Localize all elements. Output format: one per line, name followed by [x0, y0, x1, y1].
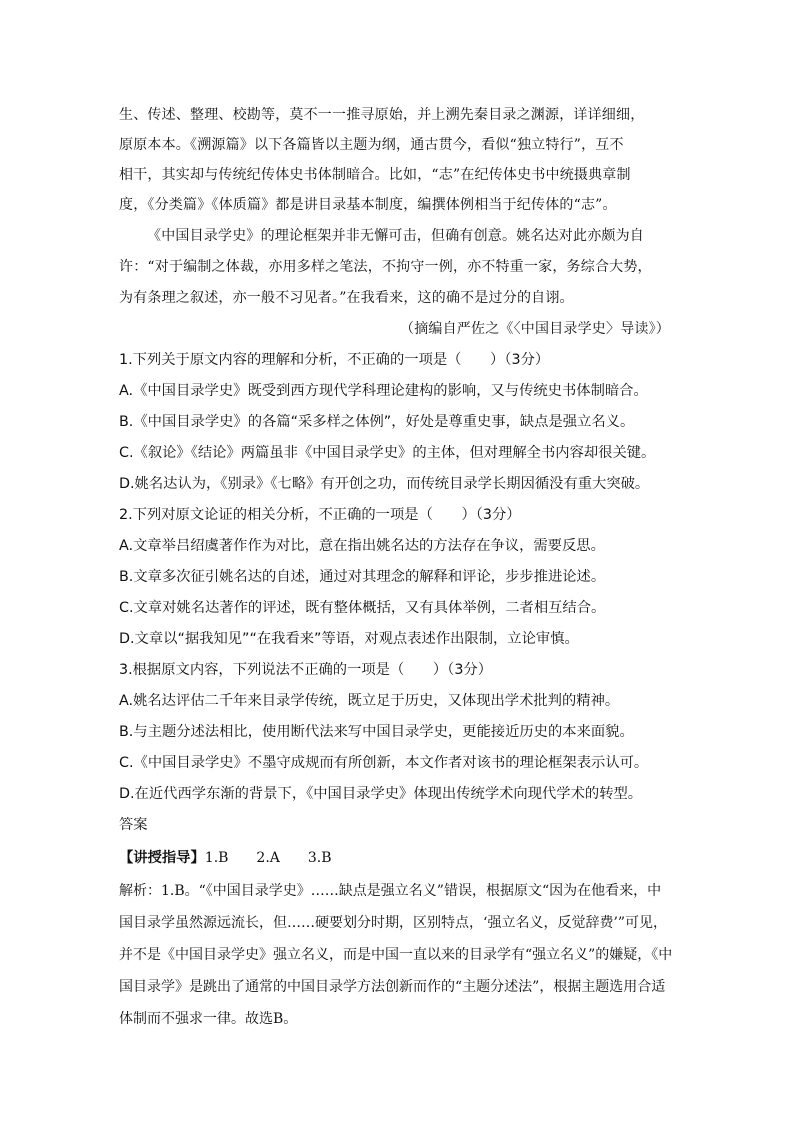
question-option: B.与主题分述法相比，使用断代法来写中国目录学史，更能接近历史的本来面貌。	[119, 724, 634, 740]
question-option: A.文章举吕绍虞著作作为对比，意在指出姚名达的方法存在争议，需要反思。	[119, 538, 605, 554]
question-stem: 3.根据原文内容，下列说法不正确的一项是（ ）（3分）	[119, 662, 493, 678]
question-stem: 1.下列关于原文内容的理解和分析，不正确的一项是（ ）（3分）	[119, 352, 550, 368]
answer-heading: 答案	[119, 817, 148, 833]
question-option: B.《中国目录学史》的各篇“采多样之体例”，好处是尊重史事，缺点是强立名义。	[119, 414, 635, 430]
analysis-line: 并不是《中国目录学史》强立名义，而是中国一直以来的目录学有“强立名义”的嫌疑，《中	[119, 947, 673, 963]
passage-line: 《中国目录学史》的理论框架并非无懈可击，但确有创意。姚名达对此亦颇为自	[147, 228, 644, 244]
question-option: D.在近代西学东渐的背景下，《中国目录学史》体现出传统学术向现代学术的转型。	[119, 786, 643, 802]
passage-line: 为有条理之叙述，亦一般不习见者。”在我看来，这的确不是过分的自诩。	[119, 290, 574, 306]
analysis-line: 国目录学虽然源远流长，但……硬要划分时期，区别特点，‘强立名义，反觉辞费’”可见，	[119, 915, 668, 931]
passage-line: 度，《分类篇》《体质篇》都是讲目录基本制度，编撰体例相当于纪传体的“志”。	[119, 197, 617, 213]
question-option: C.《叙论》《结论》两篇虽非《中国目录学史》的主体，但对理解全书内容却很关键。	[119, 445, 656, 461]
passage-line: 相干，其实却与传统纪传体史书体制暗合。比如，“志”在纪传体史书中统摄典章制	[119, 167, 631, 183]
guide-label: 【讲授指导】	[119, 850, 205, 866]
question-option: C.文章对姚名达著作的评述，既有整体概括，又有具体举例，二者相互结合。	[119, 600, 606, 616]
analysis-line: 解析：1.B。“《中国目录学史》……缺点是强立名义”错误，根据原文“因为在他看来，中	[119, 883, 662, 899]
question-option: A.姚名达评估二千年来目录学传统，既立足于历史，又体现出学术批判的精神。	[119, 693, 620, 709]
question-stem: 2.下列对原文论证的相关分析，不正确的一项是（ ）（3分）	[119, 507, 521, 523]
guide-line	[119, 847, 689, 867]
analysis-line: 国目录学》是跳出了通常的中国目录学方法创新而作的“主题分述法”，根据主题选用合适	[119, 979, 666, 995]
guide-answers: 1.B 2.A 3.B	[204, 850, 332, 866]
question-option: D.姚名达认为，《别录》《七略》有开创之功，而传统目录学长期因循没有重大突破。	[119, 476, 650, 492]
passage-source: （摘编自严佐之《〈中国目录学史〉导读》）	[400, 321, 670, 337]
passage-line: 原原本本。《溯源篇》以下各篇皆以主题为纲，通古贯今，看似“独立特行”，互不	[119, 137, 624, 153]
question-option: D.文章以“据我知见”“在我看来”等语，对观点表述作出限制，立论审慎。	[119, 631, 579, 647]
passage-line: 许：“对于编制之体裁，亦用多样之笔法，不拘守一例，亦不特重一家，务综合大势，	[119, 259, 652, 275]
passage-line: 生、传述、整理、校勘等，莫不一一推寻原始，并上溯先秦目录之渊源，详详细细，	[119, 107, 645, 123]
analysis-line: 体制而不强求一律。故选B。	[119, 1011, 298, 1027]
question-option: A.《中国目录学史》既受到西方现代学科理论建构的影响，又与传统史书体制暗合。	[119, 383, 648, 399]
question-option: C.《中国目录学史》不墨守成规而有所创新，本文作者对该书的理论框架表示认可。	[119, 755, 649, 771]
question-option: B.文章多次征引姚名达的自述，通过对其理念的解释和评论，步步推进论述。	[119, 569, 606, 585]
